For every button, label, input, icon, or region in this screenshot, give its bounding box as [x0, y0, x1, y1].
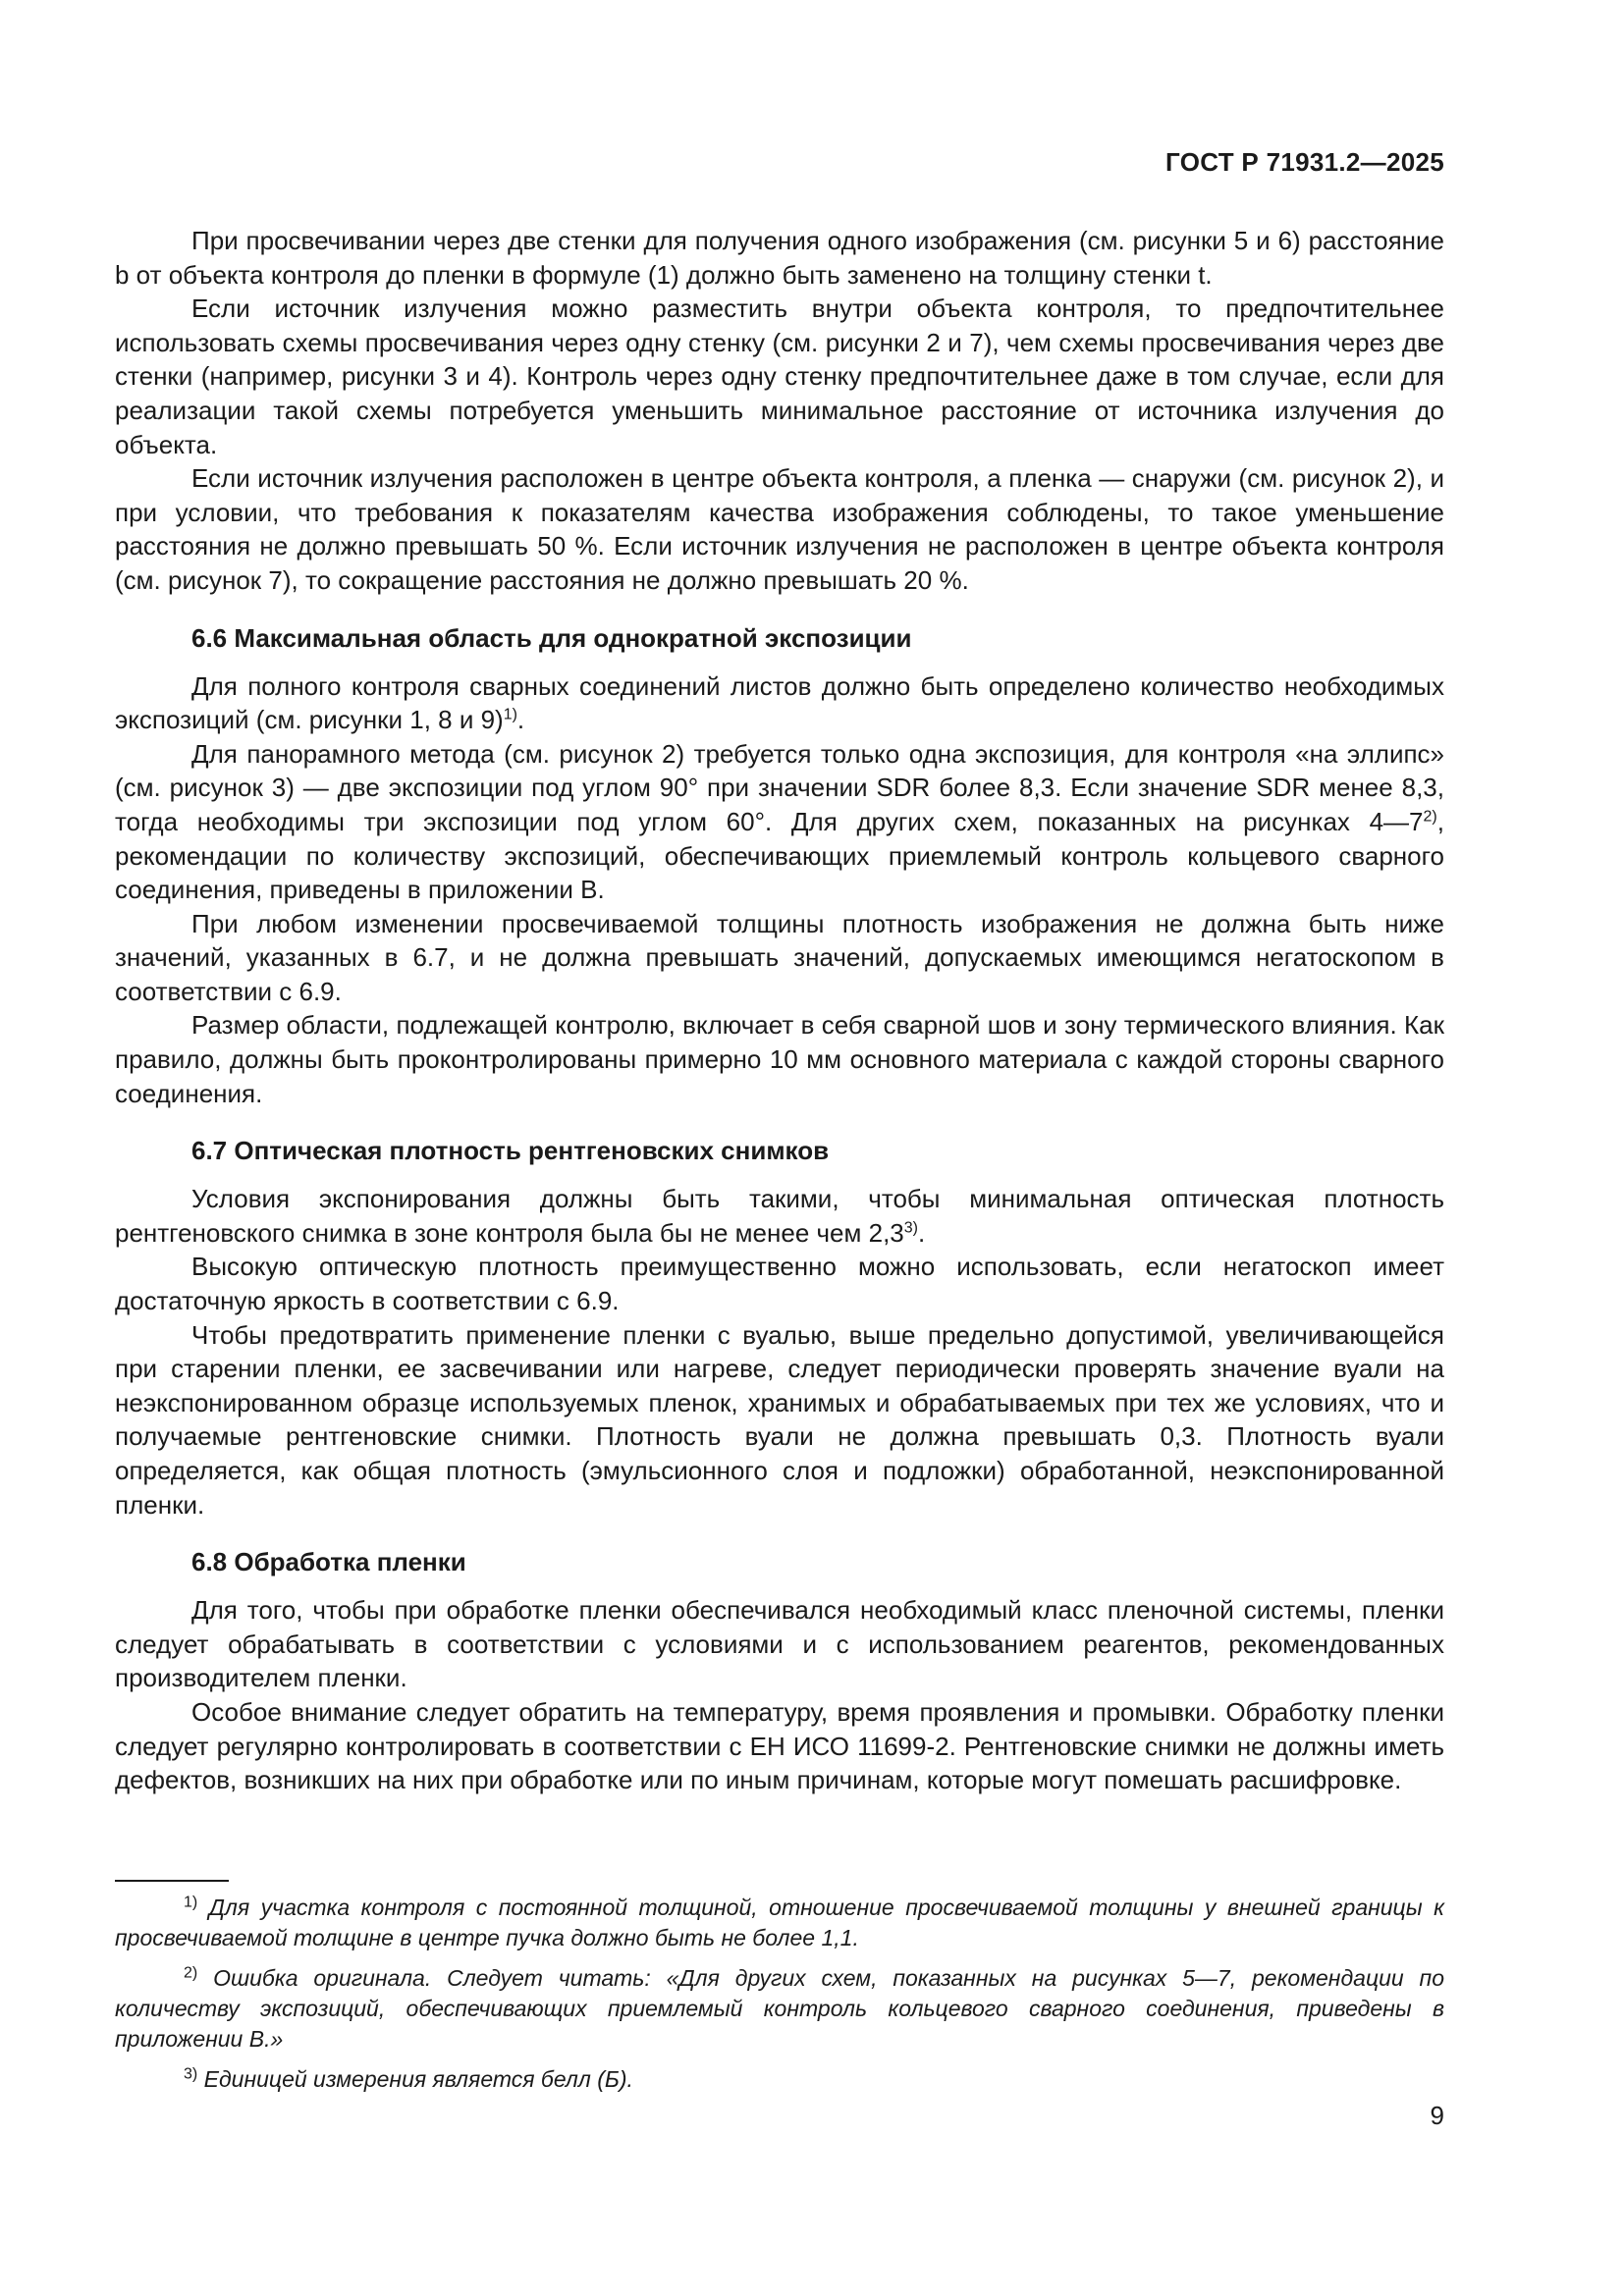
paragraph: При любом изменении просвечиваемой толщины плотность изображения не должна быть ниже значений, указанных в 6.7, и не должна превышать значений, допускаемых имеющимся негатоскопом в соответствии с 6.9.	[115, 908, 1444, 1006]
document-body	[115, 224, 1444, 1797]
paragraph: Высокую оптическую плотность преимущественно можно использовать, если негатоскоп имеет достаточную яркость в соответствии с 6.9.	[115, 1252, 1444, 1316]
paragraph: Особое внимание следует обратить на температуру, время проявления и промывки. Обработку пленки следует регулярно контролировать в соответствии с ЕН ИСО 11699-2. Рентгеновские снимки не должны иметь дефектов, возникших на них при обработке или по иным причинам, которые могут помешать расшифровке.	[115, 1696, 1444, 1795]
footnote: $^{3)}$ Единицей измерения является белл (Б).	[184, 2065, 633, 2092]
footnote-ref-3: 3)	[903, 1219, 918, 1237]
paragraph: Чтобы предотвратить применение пленки с вуалью, выше предельно допустимой, увеличивающейся при старении пленки, ее засвечивании или нагреве, следует периодически проверять значение вуали на неэкспонированном образце используемых пленок, хранимых и обрабатываемых при тех же условиях, что и получаемые рентгеновские снимки. Плотность вуали не должна превышать 0,3. Плотность вуали определяется, как общая плотность (эмульсионного слоя и подложки) обработанной, неэкспонированной пленки.	[115, 1319, 1444, 1520]
paragraph: Для того, чтобы при обработке пленки обеспечивался необходимый класс пленочной системы, пленки следует обрабатывать в соответствии с условиями и с использованием реагентов, рекомендованных производителем пленки.	[115, 1595, 1444, 1693]
footnote: $^{1)}$ Для участка контроля с постоянной толщиной, отношение просвечиваемой толщины у внешней границы к просвечиваемой толщине в центре пучка должно быть не более 1,1.	[115, 1894, 1444, 1950]
page-number: 9	[1430, 2101, 1444, 2130]
footnote-ref-2: 2)	[1423, 808, 1437, 826]
paragraph: Если источник излучения можно разместить внутри объекта контроля, то предпочтительнее использовать схемы просвечивания через одну стенку (см. рисунки 2 и 7), чем схемы просвечивания через две стенки (например, рисунки 3 и 4). Контроль через одну стенку предпочтительнее даже в том случае, если для реализации такой схемы потребуется уменьшить минимальное расстояние от источника излучения до объекта.	[115, 294, 1444, 459]
footnotes	[115, 1893, 1444, 2105]
footnote-ref-1: 1)	[503, 706, 517, 723]
paragraph: Условия экспонирования должны быть такими, чтобы минимальная оптическая плотность рентгеновского снимка в зоне контроля была бы не менее чем 2,3$^{3)}$.	[115, 1184, 1444, 1248]
footnote-separator	[115, 1880, 229, 1882]
paragraph: Размер области, подлежащей контролю, включает в себя сварной шов и зону термического влияния. Как правило, должны быть проконтролированы примерно 10 мм основного материала с каждой стороны сварного соединения.	[115, 1010, 1444, 1108]
section-heading-6-8: 6.8 Обработка пленки	[191, 1547, 466, 1577]
paragraph: Если источник излучения расположен в центре объекта контроля, а пленка — снаружи (см. рисунок 2), и при условии, что требования к показателям качества изображения соблюдены, то такое уменьшение расстояния не должно превышать 50 %. Если источник излучения не расположен в центре объекта контроля (см. рисунок 7), то сокращение расстояния не должно превышать 20 %.	[115, 463, 1444, 595]
paragraph: Для панорамного метода (см. рисунок 2) требуется только одна экспозиция, для контроля «на эллипс» (см. рисунок 3) — две экспозиции под углом 90° при значении SDR более 8,3. Если значение SDR менее 8,3, тогда необходимы три экспозиции под углом 60°. Для других схем, показанных на рисунках 4—7$^{2)}$, рекомендации по количеству экспозиций, обеспечивающих приемлемый контроль кольцевого сварного соединения, приведены в приложении В.	[115, 738, 1444, 905]
footnote: $^{2)}$ Ошибка оригинала. Следует читать: «Для других схем, показанных на рисунках 5—7, рекомендации по количеству экспозиций, обеспечивающих приемлемый контроль кольцевого сварного соединения, приведены в приложении В.»	[115, 1964, 1445, 2052]
paragraph: При просвечивании через две стенки для получения одного изображения (см. рисунки 5 и 6) расстояние b от объекта контроля до пленки в формуле (1) должно быть заменено на толщину стенки t.	[115, 226, 1444, 290]
footnote-mark: 3)	[184, 2065, 198, 2083]
document-header: ГОСТ Р 71931.2—2025	[1165, 147, 1444, 177]
footnote-mark: 2)	[184, 1964, 198, 1982]
paragraph: Для полного контроля сварных соединений листов должно быть определено количество необходимых экспозиций (см. рисунки 1, 8 и 9)$^{1)}$.	[115, 670, 1444, 735]
section-heading-6-7: 6.7 Оптическая плотность рентгеновских снимков	[191, 1136, 830, 1166]
section-heading-6-6: 6.6 Максимальная область для однократной экспозиции	[191, 622, 912, 653]
footnote-mark: 1)	[184, 1894, 198, 1911]
